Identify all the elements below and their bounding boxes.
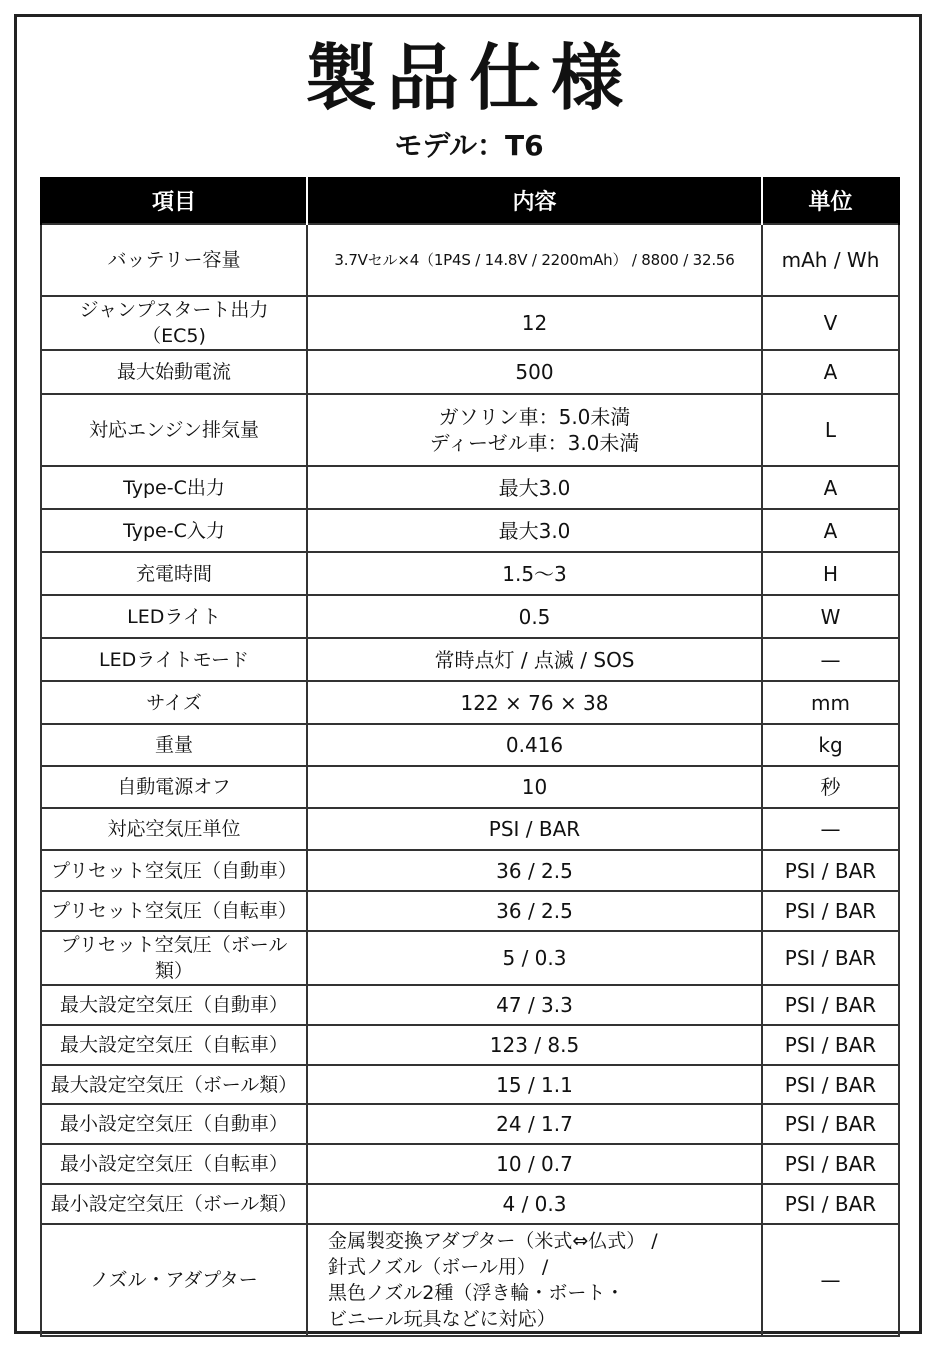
row-item: サイズ — [41, 681, 307, 724]
table-row — [41, 350, 899, 394]
row-content: 15 / 1.1 — [307, 1065, 762, 1104]
row-content: 1.5～3 — [307, 552, 762, 595]
table-row — [41, 891, 899, 931]
row-content: 36 / 2.5 — [307, 891, 762, 931]
row-item: 最小設定空気圧（自動車） — [41, 1104, 307, 1144]
row-unit: PSI / BAR — [762, 1104, 899, 1144]
table-header-row — [41, 177, 899, 224]
table-row — [41, 552, 899, 595]
table-row — [41, 850, 899, 891]
table-row — [41, 595, 899, 638]
content-line: ディーゼル車：3.0未満 — [429, 431, 640, 455]
table-row — [41, 1104, 899, 1144]
table-row — [41, 1065, 899, 1104]
row-content: 5 / 0.3 — [307, 931, 762, 985]
row-unit: PSI / BAR — [762, 985, 899, 1025]
row-item: 最小設定空気圧（ボール類） — [41, 1184, 307, 1224]
row-content: 123 / 8.5 — [307, 1025, 762, 1065]
row-content: 0.5 — [307, 595, 762, 638]
row-content: 47 / 3.3 — [307, 985, 762, 1025]
row-content — [307, 394, 762, 466]
content-line: 針式ノズル（ボール用） / — [328, 1256, 549, 1278]
model-label: モデル：T6 — [394, 129, 544, 162]
row-item: 最大設定空気圧（ボール類） — [41, 1065, 307, 1104]
row-item: LEDライト — [41, 595, 307, 638]
header-item: 項目 — [41, 177, 307, 224]
row-item: LEDライトモード — [41, 638, 307, 681]
row-content: 4 / 0.3 — [307, 1184, 762, 1224]
row-content — [307, 1224, 762, 1336]
row-unit: PSI / BAR — [762, 931, 899, 985]
row-content: 3.7Vセル×4（1P4S / 14.8V / 2200mAh） / 8800 / 32.56 — [307, 224, 762, 296]
row-unit: PSI / BAR — [762, 891, 899, 931]
table-row — [41, 394, 899, 466]
row-content: 最大3.0 — [307, 466, 762, 509]
page-title: 製品仕様 — [304, 36, 633, 120]
row-item: 最大設定空気圧（自動車） — [41, 985, 307, 1025]
row-unit: — — [762, 638, 899, 681]
table-row — [41, 1025, 899, 1065]
row-item: 最大始動電流 — [41, 350, 307, 394]
row-unit: mm — [762, 681, 899, 724]
row-unit: — — [762, 808, 899, 850]
row-unit: A — [762, 466, 899, 509]
row-item: プリセット空気圧（自転車） — [41, 891, 307, 931]
table-row — [41, 509, 899, 552]
content-line: ガソリン車：5.0未満 — [438, 405, 631, 429]
table-row — [41, 808, 899, 850]
row-content: 最大3.0 — [307, 509, 762, 552]
row-content: 0.416 — [307, 724, 762, 766]
table-row — [41, 724, 899, 766]
row-item: 重量 — [41, 724, 307, 766]
row-item: ジャンプスタート出力（EC5) — [41, 296, 307, 350]
row-content: 24 / 1.7 — [307, 1104, 762, 1144]
header-unit: 単位 — [762, 177, 899, 224]
row-unit: PSI / BAR — [762, 1025, 899, 1065]
row-item: 自動電源オフ — [41, 766, 307, 808]
row-unit: mAh / Wh — [762, 224, 899, 296]
content-line: ビニール玩具などに対応） — [328, 1308, 556, 1330]
table-row — [41, 931, 899, 985]
row-unit: V — [762, 296, 899, 350]
row-unit: L — [762, 394, 899, 466]
content-line: 黒色ノズル2種（浮き輪・ボート・ — [328, 1282, 625, 1304]
row-unit: PSI / BAR — [762, 850, 899, 891]
row-item: 対応空気圧単位 — [41, 808, 307, 850]
row-item: 対応エンジン排気量 — [41, 394, 307, 466]
row-item: Type-C入力 — [41, 509, 307, 552]
row-content: 12 — [307, 296, 762, 350]
content-line: 金属製変換アダプター（米式⇔仏式） / — [328, 1230, 658, 1252]
row-unit: 秒 — [762, 766, 899, 808]
row-unit: PSI / BAR — [762, 1184, 899, 1224]
table-row — [41, 1144, 899, 1184]
table-row — [41, 766, 899, 808]
row-content: 122 × 76 × 38 — [307, 681, 762, 724]
table-row — [41, 466, 899, 509]
table-row — [41, 1184, 899, 1224]
row-content: 36 / 2.5 — [307, 850, 762, 891]
row-unit: PSI / BAR — [762, 1065, 899, 1104]
table-row — [41, 1224, 899, 1336]
table-row — [41, 296, 899, 350]
table-row — [41, 985, 899, 1025]
row-item: 充電時間 — [41, 552, 307, 595]
table-row — [41, 681, 899, 724]
table-row — [41, 224, 899, 296]
row-content: PSI / BAR — [307, 808, 762, 850]
row-unit: H — [762, 552, 899, 595]
row-item: 最大設定空気圧（自転車） — [41, 1025, 307, 1065]
row-content: 10 — [307, 766, 762, 808]
row-item: Type-C出力 — [41, 466, 307, 509]
row-content: 常時点灯 / 点滅 / SOS — [307, 638, 762, 681]
row-unit: — — [762, 1224, 899, 1336]
row-unit: A — [762, 509, 899, 552]
row-content: 500 — [307, 350, 762, 394]
header-content: 内容 — [307, 177, 762, 224]
row-unit: A — [762, 350, 899, 394]
spec-table — [40, 177, 900, 1337]
row-item: プリセット空気圧（自動車） — [41, 850, 307, 891]
row-content: 10 / 0.7 — [307, 1144, 762, 1184]
row-item: バッテリー容量 — [41, 224, 307, 296]
row-unit: kg — [762, 724, 899, 766]
row-unit: PSI / BAR — [762, 1144, 899, 1184]
row-item: プリセット空気圧（ボール類） — [41, 931, 307, 985]
row-unit: W — [762, 595, 899, 638]
row-item: 最小設定空気圧（自転車） — [41, 1144, 307, 1184]
table-row — [41, 638, 899, 681]
row-item: ノズル・アダプター — [41, 1224, 307, 1336]
